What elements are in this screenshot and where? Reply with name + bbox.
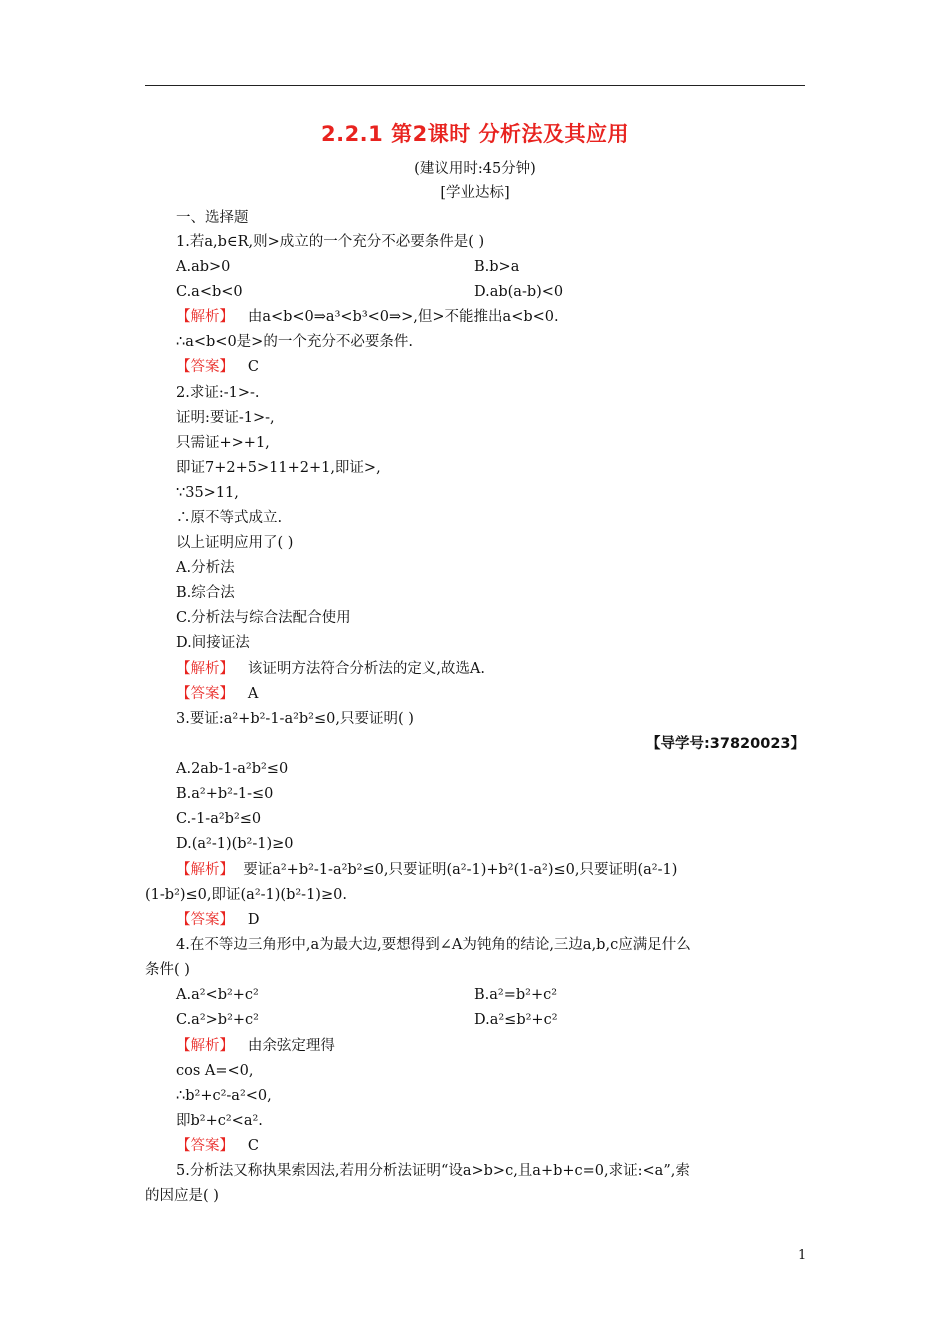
q4-answer [176, 1136, 259, 1156]
q4-line-2: ∴b²+c²-a²<0, [176, 1088, 272, 1104]
q1-option-c: C.a<b<0 [176, 284, 243, 300]
q2-analysis-text: 该证明方法符合分析法的定义,故选A. [247, 661, 486, 677]
analysis-tag: 【解析】 [176, 1038, 234, 1054]
q4-stem-1: 4.在不等边三角形中,a为最大边,要想得到∠A为钝角的结论,三边a,b,c应满足什么 [176, 937, 691, 953]
q3-analysis [176, 860, 677, 880]
q4-analysis-text: 由余弦定理得 [247, 1038, 335, 1054]
analysis-tag: 【解析】 [176, 661, 234, 677]
q4-option-a: A.a²<b²+c² [176, 987, 259, 1003]
q5-stem-1: 5.分析法又称执果索因法,若用分析法证明“设a>b>c,且a+b+c=0,求证:<a”,索 [176, 1163, 690, 1179]
q2-option-d: D.间接证法 [176, 635, 250, 651]
q2-option-a: A.分析法 [176, 560, 235, 576]
q1-option-a: A.ab>0 [176, 259, 231, 275]
answer-tag: 【答案】 [176, 912, 234, 928]
answer-tag: 【答案】 [176, 686, 234, 702]
q1-analysis [176, 307, 559, 327]
q3-analysis-cont: (1-b²)≤0,即证(a²-1)(b²-1)≥0. [145, 887, 347, 903]
q3-analysis-text-1: 要证a²+b²-1-a²b²≤0,只要证明(a²-1)+b²(1-a²)≤0,只要证明(a²-1) [243, 862, 678, 878]
q2-stem: 2.求证:-1>-. [176, 385, 260, 401]
q1-conclusion: ∴a<b<0是>的一个充分不必要条件. [176, 334, 413, 350]
q1-answer [176, 357, 259, 377]
q1-option-d: D.ab(a-b)<0 [474, 284, 564, 300]
q4-option-c: C.a²>b²+c² [176, 1012, 259, 1028]
analysis-tag: 【解析】 [176, 309, 234, 325]
q2-line-1: 证明:要证-1>-, [176, 410, 275, 426]
q2-line-3: 即证7+2+5>11+2+1,即证>, [176, 460, 381, 476]
q2-line-6: 以上证明应用了( ) [176, 535, 294, 551]
q3-option-d: D.(a²-1)(b²-1)≥0 [176, 836, 294, 852]
q5-stem-2: 的因应是( ) [145, 1188, 219, 1204]
q1-option-b: B.b>a [474, 259, 520, 275]
header-rule [145, 85, 805, 86]
answer-tag: 【答案】 [176, 359, 234, 375]
q4-option-b: B.a²=b²+c² [474, 987, 558, 1003]
q4-option-d: D.a²≤b²+c² [474, 1012, 558, 1028]
guide-number: 【导学号:37820023】 [645, 736, 805, 752]
q3-option-b: B.a²+b²-1-≤0 [176, 786, 274, 802]
q2-line-5: ∴原不等式成立. [176, 510, 283, 526]
answer-tag: 【答案】 [176, 1138, 234, 1154]
page-number: 1 [798, 1248, 807, 1263]
section-label: [学业达标] [440, 185, 510, 201]
q4-line-1: cos A=<0, [176, 1063, 254, 1079]
q3-answer-value: D [247, 912, 260, 928]
q3-stem: 3.要证:a²+b²-1-a²b²≤0,只要证明( ) [176, 711, 414, 727]
q2-option-c: C.分析法与综合法配合使用 [176, 610, 351, 626]
q1-analysis-text: 由a<b<0⇒a³<b³<0⇒>,但>不能推出a<b<0. [247, 309, 559, 325]
analysis-tag: 【解析】 [176, 862, 234, 878]
q4-analysis [176, 1036, 335, 1056]
part-heading: 一、选择题 [176, 210, 249, 226]
q2-analysis [176, 659, 485, 679]
q2-answer-value: A [247, 686, 259, 702]
q4-answer-value: C [247, 1138, 259, 1154]
q2-answer [176, 684, 258, 704]
q1-stem: 1.若a,b∈R,则>成立的一个充分不必要条件是( ) [176, 234, 485, 250]
page-title: 2.2.1 第2课时 分析法及其应用 [320, 122, 630, 146]
q4-line-3: 即b²+c²<a². [176, 1113, 263, 1129]
q2-line-4: ∵35>11, [176, 485, 239, 501]
q2-line-2: 只需证+>+1, [176, 435, 270, 451]
q3-option-a: A.2ab-1-a²b²≤0 [176, 761, 289, 777]
q1-answer-value: C [247, 359, 259, 375]
q3-option-c: C.-1-a²b²≤0 [176, 811, 262, 827]
q2-option-b: B.综合法 [176, 585, 235, 601]
suggested-time: (建议用时:45分钟) [414, 161, 536, 177]
q4-stem-2: 条件( ) [145, 962, 190, 978]
q3-answer [176, 910, 259, 930]
